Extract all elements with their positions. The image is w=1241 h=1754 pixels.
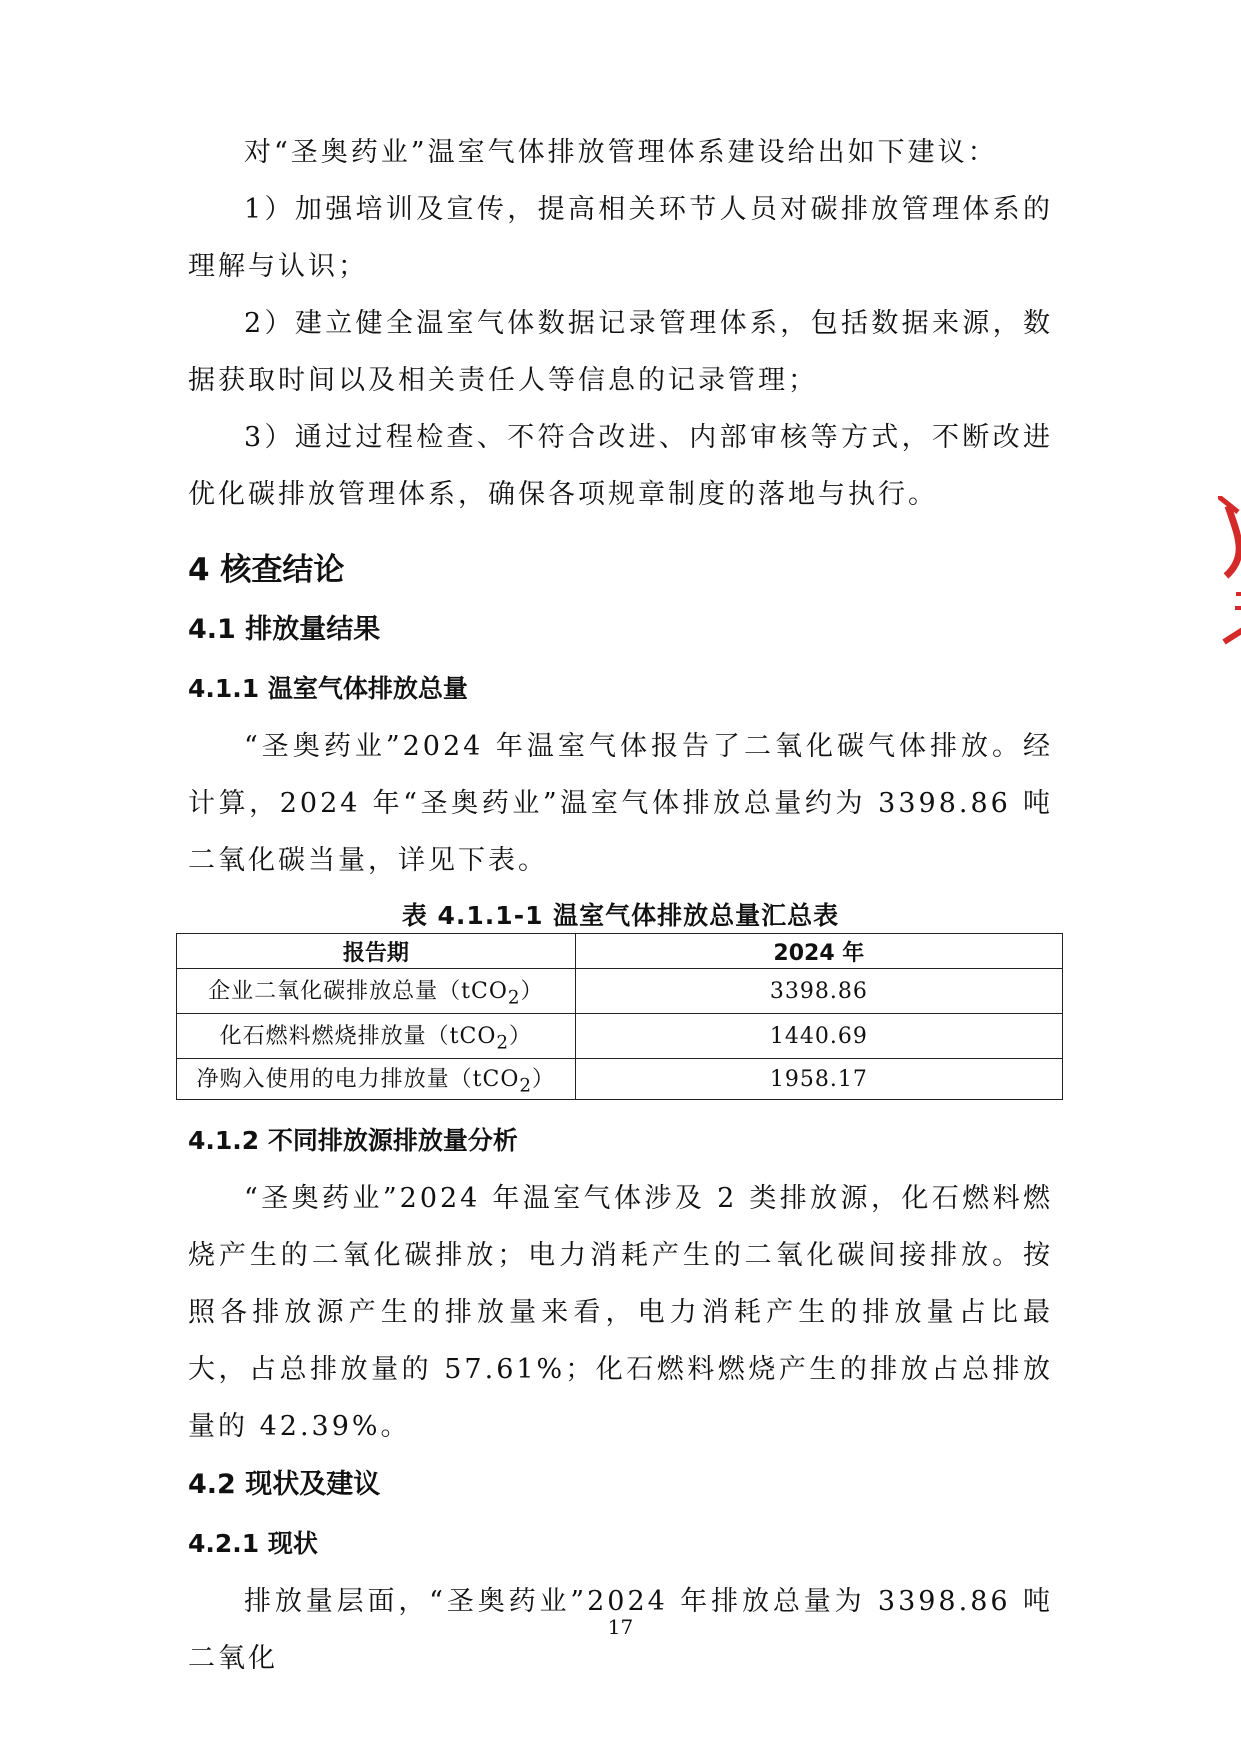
heading-4-1-1: 4.1.1 温室气体排放总量 <box>188 674 468 703</box>
row-label: 化石燃料燃烧排放量（tCO$_2$） <box>177 1014 576 1059</box>
red-seal-stamp-icon <box>1218 496 1241 646</box>
paragraph-4-1-1: “圣奥药业”2024 年温室气体报告了二氧化碳气体排放。经计算，2024 年“圣奥药业”温室气体排放总量约为 3398.86 吨二氧化碳当量，详见下表。 <box>188 731 1053 876</box>
recommendations-block <box>188 124 1053 523</box>
row-label: 净购入使用的电力排放量（tCO$_2$） <box>177 1059 576 1100</box>
suggestion-2: 2）建立健全温室气体数据记录管理体系，包括数据来源，数据获取时间以及相关责任人等信息的记录管理； <box>188 308 1053 396</box>
emissions-summary-table <box>176 933 1063 1100</box>
heading-4-1-2: 4.1.2 不同排放源排放量分析 <box>188 1126 518 1155</box>
page-number: 17 <box>607 1615 634 1639</box>
table-row <box>177 1059 1063 1100</box>
table-row <box>177 969 1063 1014</box>
table-header-row <box>177 934 1063 969</box>
heading-4-2: 4.2 现状及建议 <box>188 1469 381 1500</box>
heading-4-1: 4.1 排放量结果 <box>188 614 381 645</box>
suggestion-1: 1）加强培训及宣传，提高相关环节人员对碳排放管理体系的理解与认识； <box>188 194 1053 282</box>
heading-4: 4 核查结论 <box>188 552 345 588</box>
row-value: 1958.17 <box>575 1059 1062 1100</box>
paragraph-4-2-1: 排放量层面，“圣奥药业”2024 年排放总量为 3398.86 吨二氧化 <box>188 1586 1053 1674</box>
row-value: 1440.69 <box>575 1014 1062 1059</box>
header-period: 报告期 <box>177 934 576 969</box>
row-value: 3398.86 <box>575 969 1062 1014</box>
table-row <box>177 1014 1063 1059</box>
suggestion-3: 3）通过过程检查、不符合改进、内部审核等方式，不断改进优化碳排放管理体系，确保各项规章制度的落地与执行。 <box>188 422 1053 510</box>
table-caption: 表 4.1.1-1 温室气体排放总量汇总表 <box>401 901 840 930</box>
paragraph-4-1-2: “圣奥药业”2024 年温室气体涉及 2 类排放源，化石燃料燃烧产生的二氧化碳排放；电力消耗产生的二氧化碳间接排放。按照各排放源产生的排放量来看，电力消耗产生的排放量占比最大，占总排放量的 57.61%；化石燃料燃烧产生的排放占总排放量的 42.39%。 <box>188 1183 1053 1442</box>
intro-paragraph: 对“圣奥药业”温室气体排放管理体系建设给出如下建议： <box>244 137 998 168</box>
header-year: 2024 年 <box>575 934 1062 969</box>
section-4 <box>188 540 1053 1687</box>
row-label: 企业二氧化碳排放总量（tCO$_2$） <box>177 969 576 1014</box>
heading-4-2-1: 4.2.1 现状 <box>188 1529 318 1558</box>
